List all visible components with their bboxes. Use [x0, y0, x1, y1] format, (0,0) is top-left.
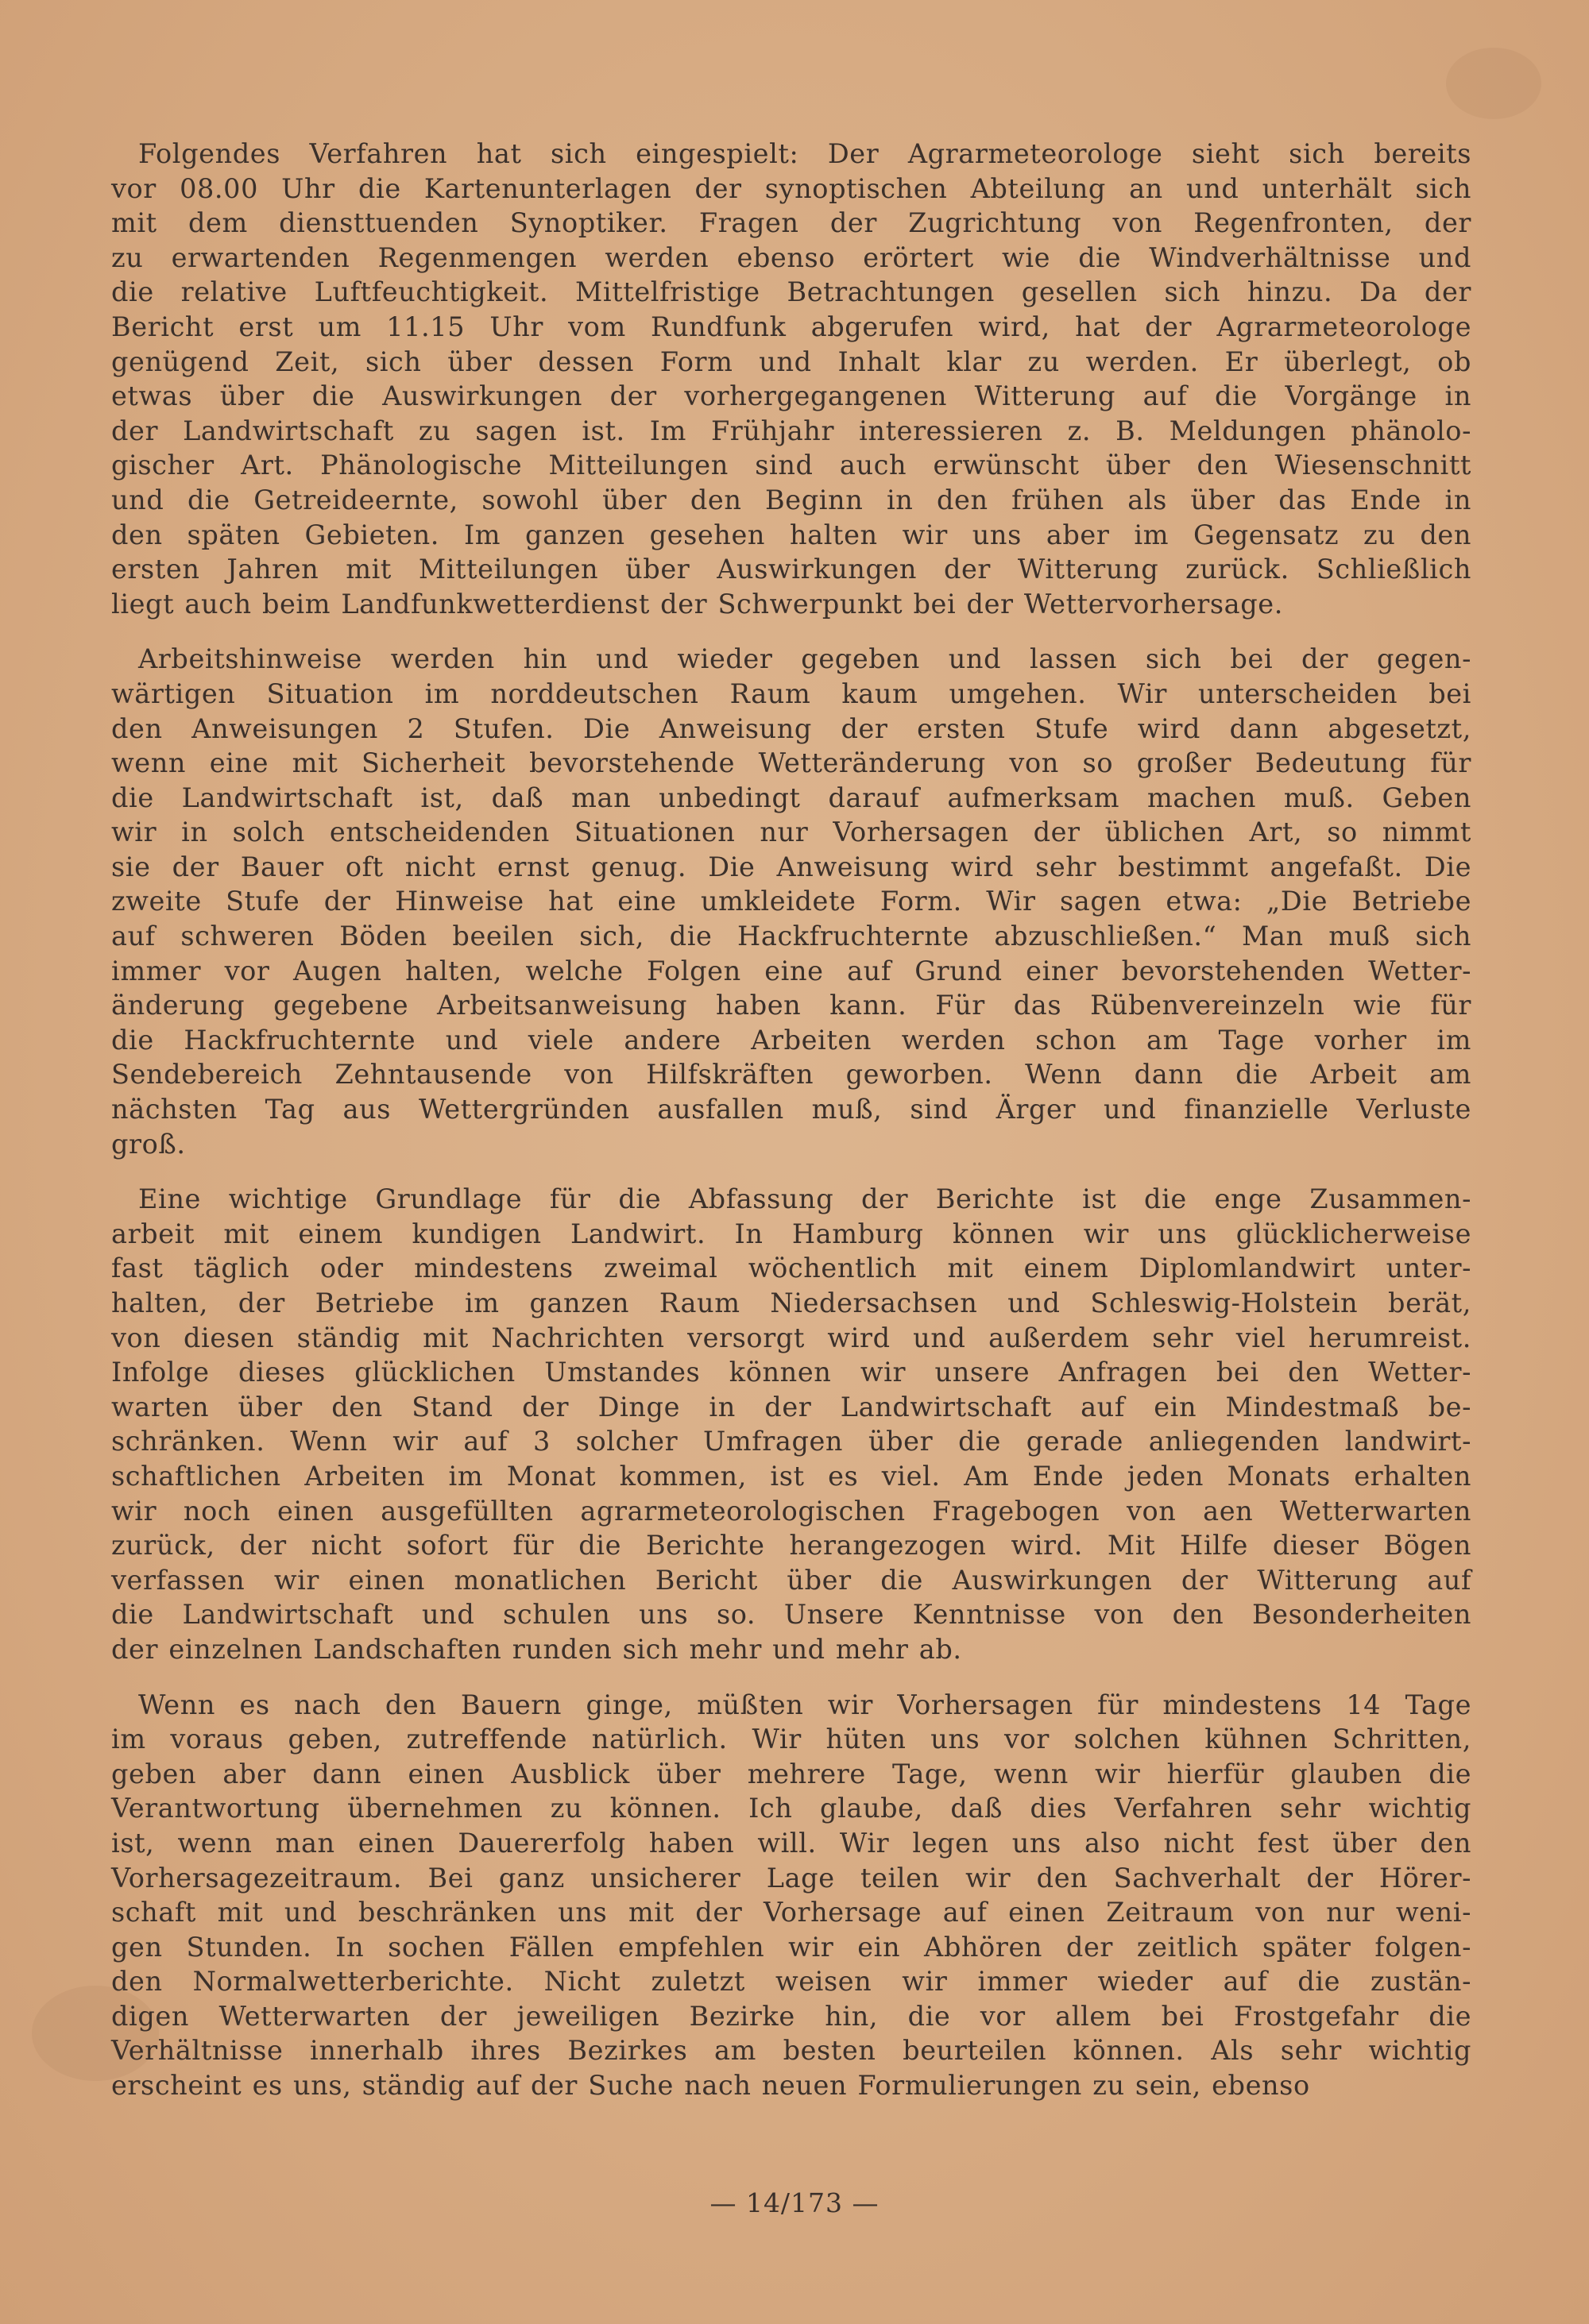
text-line: sie der Bauer oft nicht ernst genug. Die Anweisung wird sehr bestimmt angefaßt. Die: [111, 851, 1471, 882]
text-line: der Landwirtschaft zu sagen ist. Im Frühjahr interessieren z. B. Meldungen phänolo-: [111, 415, 1471, 446]
text-line: der einzelnen Landschaften runden sich mehr und mehr ab.: [111, 1633, 962, 1665]
text-line: Verantwortung übernehmen zu können. Ich glaube, daß dies Verfahren sehr wichtig: [111, 1793, 1471, 1824]
paragraph: [111, 137, 1471, 621]
text-line: wir noch einen ausgefüllten agrarmeteorologischen Fragebogen von aen Wetterwarten: [111, 1495, 1471, 1527]
text-line: Sendebereich Zehntausende von Hilfskräften geworben. Wenn dann die Arbeit am: [111, 1059, 1471, 1091]
page-number: — 14/173 —: [709, 2187, 880, 2218]
text-line: ist, wenn man einen Dauererfolg haben will. Wir legen uns also nicht fest über den: [111, 1827, 1471, 1859]
text-line: arbeit mit einem kundigen Landwirt. In Hamburg können wir uns glücklicherweise: [111, 1218, 1471, 1249]
text-line: auf schweren Böden beeilen sich, die Hackfruchternte abzuschließen.“ Man muß sich: [111, 921, 1471, 952]
text-line: Folgendes Verfahren hat sich eingespielt: Der Agrarmeteorologe sieht sich bereits: [138, 138, 1471, 169]
text-line: die relative Luftfeuchtigkeit. Mittelfristige Betrachtungen gesellen sich hinzu. Da der: [111, 276, 1471, 308]
text-line: ersten Jahren mit Mitteilungen über Auswirkungen der Witterung zurück. Schließlich: [111, 554, 1471, 585]
text-line: Vorhersagezeitraum. Bei ganz unsicherer Lage teilen wir den Sachverhalt der Hörer-: [111, 1862, 1471, 1894]
text-line: immer vor Augen halten, welche Folgen eine auf Grund einer bevorstehenden Wetter-: [111, 955, 1471, 986]
paper-stain: [1446, 48, 1541, 119]
text-line: fast täglich oder mindestens zweimal wöchentlich mit einem Diplomlandwirt unter-: [111, 1253, 1471, 1284]
text-line: genügend Zeit, sich über dessen Form und Inhalt klar zu werden. Er überlegt, ob: [111, 346, 1471, 377]
text-line: nächsten Tag aus Wettergründen ausfallen muß, sind Ärger und finanzielle Verluste: [111, 1094, 1471, 1125]
text-line: den Anweisungen 2 Stufen. Die Anweisung der ersten Stufe wird dann abgesetzt,: [111, 712, 1471, 744]
paragraph: [111, 1688, 1471, 2103]
paragraph: [111, 1182, 1471, 1666]
text-line: zweite Stufe der Hinweise hat eine umkleidete Form. Wir sagen etwa: „Die Betriebe: [111, 886, 1471, 917]
text-line: Eine wichtige Grundlage für die Abfassung der Berichte ist die enge Zusammen-: [138, 1183, 1471, 1215]
text-line: den späten Gebieten. Im ganzen gesehen halten wir uns aber im Gegensatz zu den: [111, 519, 1471, 550]
text-line: schaft mit und beschränken uns mit der Vorhersage auf einen Zeitraum von nur weni-: [111, 1897, 1471, 1928]
text-line: warten über den Stand der Dinge in der Landwirtschaft auf ein Mindestmaß be-: [111, 1391, 1471, 1423]
text-line: Wenn es nach den Bauern ginge, müßten wir Vorhersagen für mindestens 14 Tage: [138, 1689, 1471, 1720]
text-line: die Landwirtschaft und schulen uns so. Unsere Kenntnisse von den Besonderheiten: [111, 1599, 1471, 1631]
text-line: den Normalwetterberichte. Nicht zuletzt weisen wir immer wieder auf die zustän-: [111, 1966, 1471, 1998]
text-line: verfassen wir einen monatlichen Bericht über die Auswirkungen der Witterung auf: [111, 1564, 1471, 1596]
text-line: die Hackfruchternte und viele andere Arbeiten werden schon am Tage vorher im: [111, 1024, 1471, 1056]
text-line: digen Wetterwarten der jeweiligen Bezirke hin, die vor allem bei Frostgefahr die: [111, 2000, 1471, 2032]
text-line: Arbeitshinweise werden hin und wieder gegeben und lassen sich bei der gegen-: [138, 643, 1471, 675]
text-line: zu erwartenden Regenmengen werden ebenso erörtert wie die Windverhältnisse und: [111, 241, 1471, 273]
text-line: etwas über die Auswirkungen der vorhergegangenen Witterung auf die Vorgänge in: [111, 380, 1471, 412]
text-line: gen Stunden. In sochen Fällen empfehlen wir ein Abhören der zeitlich später folgen-: [111, 1931, 1471, 1963]
text-line: mit dem diensttuenden Synoptiker. Fragen der Zugrichtung von Regenfronten, der: [111, 207, 1471, 239]
body-text: [111, 137, 1471, 2124]
text-line: Verhältnisse innerhalb ihres Bezirkes am besten beurteilen können. Als sehr wichtig: [111, 2035, 1471, 2067]
text-line: halten, der Betriebe im ganzen Raum Niedersachsen und Schleswig-Holstein berät,: [111, 1287, 1471, 1318]
text-line: schränken. Wenn wir auf 3 solcher Umfragen über die gerade anliegenden landwirt-: [111, 1426, 1471, 1457]
text-line: geben aber dann einen Ausblick über mehrere Tage, wenn wir hierfür glauben die: [111, 1758, 1471, 1789]
text-line: änderung gegebene Arbeitsanweisung haben kann. Für das Rübenvereinzeln wie für: [111, 990, 1471, 1021]
text-line: wärtigen Situation im norddeutschen Raum kaum umgehen. Wir unterscheiden bei: [111, 678, 1471, 709]
text-line: die Landwirtschaft ist, daß man unbedingt darauf aufmerksam machen muß. Geben: [111, 782, 1471, 813]
text-line: groß.: [111, 1128, 186, 1160]
text-line: gischer Art. Phänologische Mitteilungen sind auch erwünscht über den Wiesenschnitt: [111, 450, 1471, 481]
text-line: Bericht erst um 11.15 Uhr vom Rundfunk abgerufen wird, hat der Agrarmeteorologe: [111, 311, 1471, 342]
text-line: wenn eine mit Sicherheit bevorstehende Wetteränderung von so großer Bedeutung für: [111, 747, 1471, 779]
text-line: wir in solch entscheidenden Situationen nur Vorhersagen der üblichen Art, so nimmt: [111, 816, 1471, 848]
text-line: liegt auch beim Landfunkwetterdienst der Schwerpunkt bei der Wettervorhersage.: [111, 588, 1283, 620]
text-line: und die Getreideernte, sowohl über den Beginn in den frühen als über das Ende in: [111, 484, 1471, 515]
text-line: Infolge dieses glücklichen Umstandes können wir unsere Anfragen bei den Wetter-: [111, 1357, 1471, 1388]
text-line: schaftlichen Arbeiten im Monat kommen, ist es viel. Am Ende jeden Monats erhalten: [111, 1460, 1471, 1492]
text-line: erscheint es uns, ständig auf der Suche nach neuen Formulierungen zu sein, ebenso: [111, 2070, 1310, 2102]
paragraph: [111, 642, 1471, 1161]
text-line: zurück, der nicht sofort für die Berichte herangezogen wird. Mit Hilfe dieser Bögen: [111, 1530, 1471, 1562]
text-line: im voraus geben, zutreffende natürlich. Wir hüten uns vor solchen kühnen Schritten,: [111, 1724, 1471, 1755]
text-line: vor 08.00 Uhr die Kartenunterlagen der synoptischen Abteilung an und unterhält sich: [111, 172, 1471, 204]
text-line: von diesen ständig mit Nachrichten versorgt wird und außerdem sehr viel herumreist.: [111, 1322, 1471, 1353]
